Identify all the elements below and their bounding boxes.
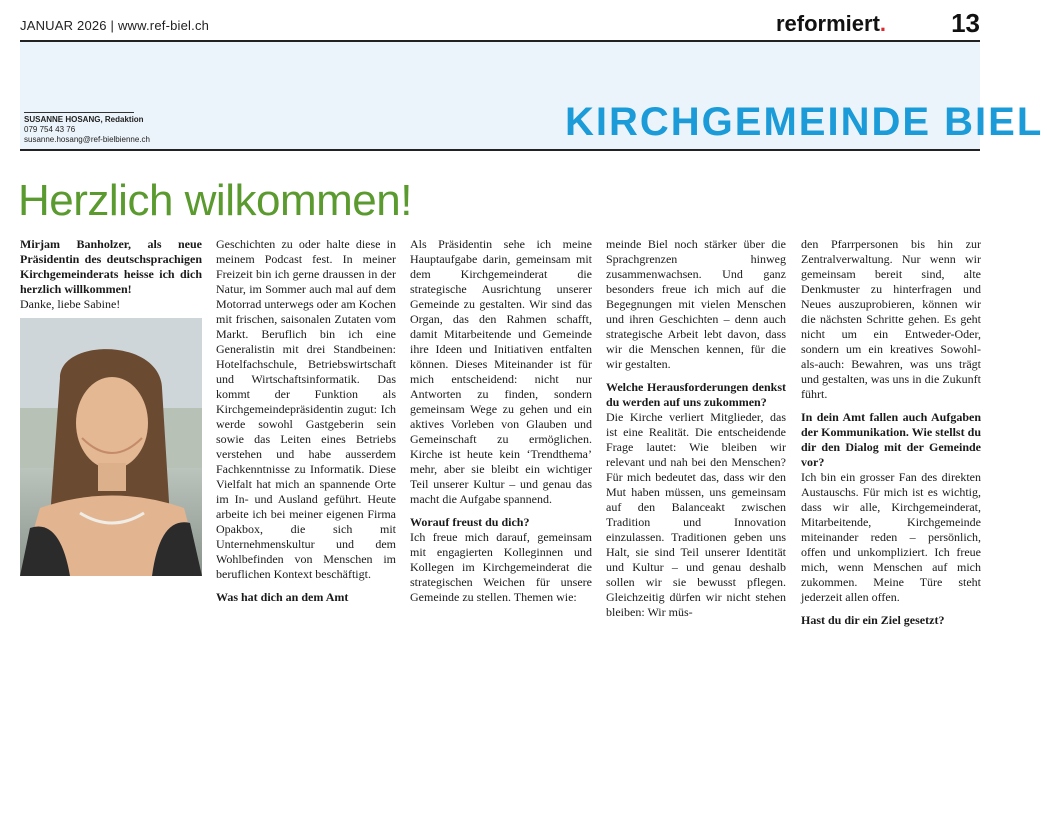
column-1 <box>20 237 202 312</box>
col3-question: Worauf freust du dich? <box>410 515 530 529</box>
col3-answer: Ich freue mich darauf, gemeinsam mit engagierten Kolleginnen und Kollegen im Kirchgemeinderat die strategischen Weichen für unsere Gemeinde zu stellen. Themen wie: <box>410 530 592 604</box>
col4-question: Welche Herausforderungen denkst du werden auf uns zukommen? <box>606 380 786 409</box>
author-phone: 079 754 43 76 <box>24 125 76 134</box>
col4-answer: Die Kirche verliert Mitglieder, das ist eine Realität. Die entscheidende Frage lautet: Wie bleiben wir relevant und nah bei den Menschen? Für mich bedeutet das, dass wir den Mut haben müssen, uns gemeinsam auf den Balanceakt zwischen Tradition und Innovation einzulassen. Traditionen geben uns Halt, sie sind Teil unserer Identität und Kultur – und genau deshalb sollen wir sie bewusst pflegen. Gleichzeitig dürfen wir nicht stehen bleiben: Wir müs- <box>606 410 786 619</box>
author-info <box>24 112 150 145</box>
article-lead: Mirjam Banholzer, als neue Präsidentin des deutschsprachigen Kirchgemeinderats heisse ich dich herzlich willkommen! <box>20 237 202 296</box>
column-2 <box>216 237 396 605</box>
brand-dot: . <box>879 11 887 36</box>
col5-answer: Ich bin ein grosser Fan des direkten Austauschs. Für mich ist es wichtig, dass wir alle, Kirchgemeinderat, Mitarbeitende, Kirchgemeinde miteinander reden – persönlich, offen und unkompliziert. Ich freue mich, wenn Menschen auf mich zukommen. Meine Türe steht jederzeit allen offen. <box>801 470 981 604</box>
column-5 <box>801 237 981 628</box>
col5-question: In dein Amt fallen auch Aufgaben der Kommunikation. Wie stellst du dir den Dialog mit der Gemeinde vor? <box>801 410 981 469</box>
lead-after: Danke, liebe Sabine! <box>20 297 121 311</box>
col3-text: Als Präsidentin sehe ich meine Hauptaufgabe darin, gemeinsam mit dem Kirchgemeinderat die strategische Ausrichtung unserer Gemeinde zu gestalten. Wir sind das Organ, das den Rahmen schafft, damit Mitarbeitende und Gemeinde ihre Ideen und Initiativen entfalten können. Dieses Miteinander ist für mich entscheidend: nicht nur Antworten zu finden, sondern gemeinsam Wege zu gehen und ein aktives Vorleben von Glauben und Gemeinschaft zu ermöglichen. Kirche ist heute kein ‘Trendthema’ mehr, aber sie bleibt ein wichtiger Teil unserer Kultur – und genau das macht die Aufgabe spannend. <box>410 237 592 506</box>
col2-question: Was hat dich an dem Amt <box>216 590 349 604</box>
author-rule <box>24 112 134 113</box>
page-number: 13 <box>951 8 980 38</box>
portrait-illustration <box>20 318 202 576</box>
issue-and-website: JANUAR 2026 | www.ref-biel.ch <box>20 18 210 33</box>
author-name: SUSANNE HOSANG, Redaktion <box>24 115 144 124</box>
col4-text: meinde Biel noch stärker über die Sprachgrenzen hinweg zusammenwachsen. Und ganz besonders freue ich mich auf die Begegnungen mit vielen Menschen und ihren Geschichten – denn auch strategische Arbeit lebt davon, dass wir die Menschen kennen, für die wir gestalten. <box>606 237 786 371</box>
col2-text: Geschichten zu oder halte diese in meinem Podcast fest. In meiner Freizeit bin ich gerne draussen in der Natur, im Sommer auch mal auf dem Motorrad unterwegs oder am Kochen mit frischen, saisonalen Zutaten vom Markt. Beruflich bin ich eine Generalistin mit drei Standbeinen: Hotelfachschule, Betriebswirtschaft und Wirtschaftsinformatik. Das kommt der Funktion als Kirchgemeindepräsidentin zugut: Ich werde sowohl Gastgeberin sein sowie das Leiten eines Betriebs verstehen und habe ausserdem Fachkenntnisse zu Informatik. Diese Vielfalt hat mich an spannende Orte im In- und Ausland geführt. Heute arbeite ich bei meiner eigenen Firma Opakbox, die sich mit Unternehmenskultur und dem Wohlbefinden von Menschen im beruflichen Kontext beschäftigt. <box>216 237 396 581</box>
col5-text: den Pfarrpersonen bis hin zur Zentralverwaltung. Nur wenn wir gemeinsam bereit sind, alte Denkmuster zu hinterfragen und Neues auszuprobieren, können wir die nächsten Schritte gehen. Es geht nicht um ein Entweder-Oder, sondern um ein kreatives Sowohl-als-auch: Bewahren, was uns trägt und gestalten, was uns in die Zukunft führt. <box>801 237 981 401</box>
column-3 <box>410 237 592 605</box>
brand-text: reformiert <box>776 11 880 36</box>
page-header <box>20 8 980 38</box>
banner-rule <box>20 149 980 151</box>
section-title: KIRCHGEMEINDE BIEL <box>565 100 1043 144</box>
brand-logo <box>776 11 886 37</box>
portrait-photo <box>20 318 228 836</box>
col5-question-2: Hast du dir ein Ziel gesetzt? <box>801 613 945 627</box>
column-4 <box>606 237 786 620</box>
author-email: susanne.hosang@ref-bielbienne.ch <box>24 135 150 144</box>
photo-credit: © Sabine Brenner <box>210 817 228 836</box>
article-headline: Herzlich wilkommen! <box>18 176 412 225</box>
